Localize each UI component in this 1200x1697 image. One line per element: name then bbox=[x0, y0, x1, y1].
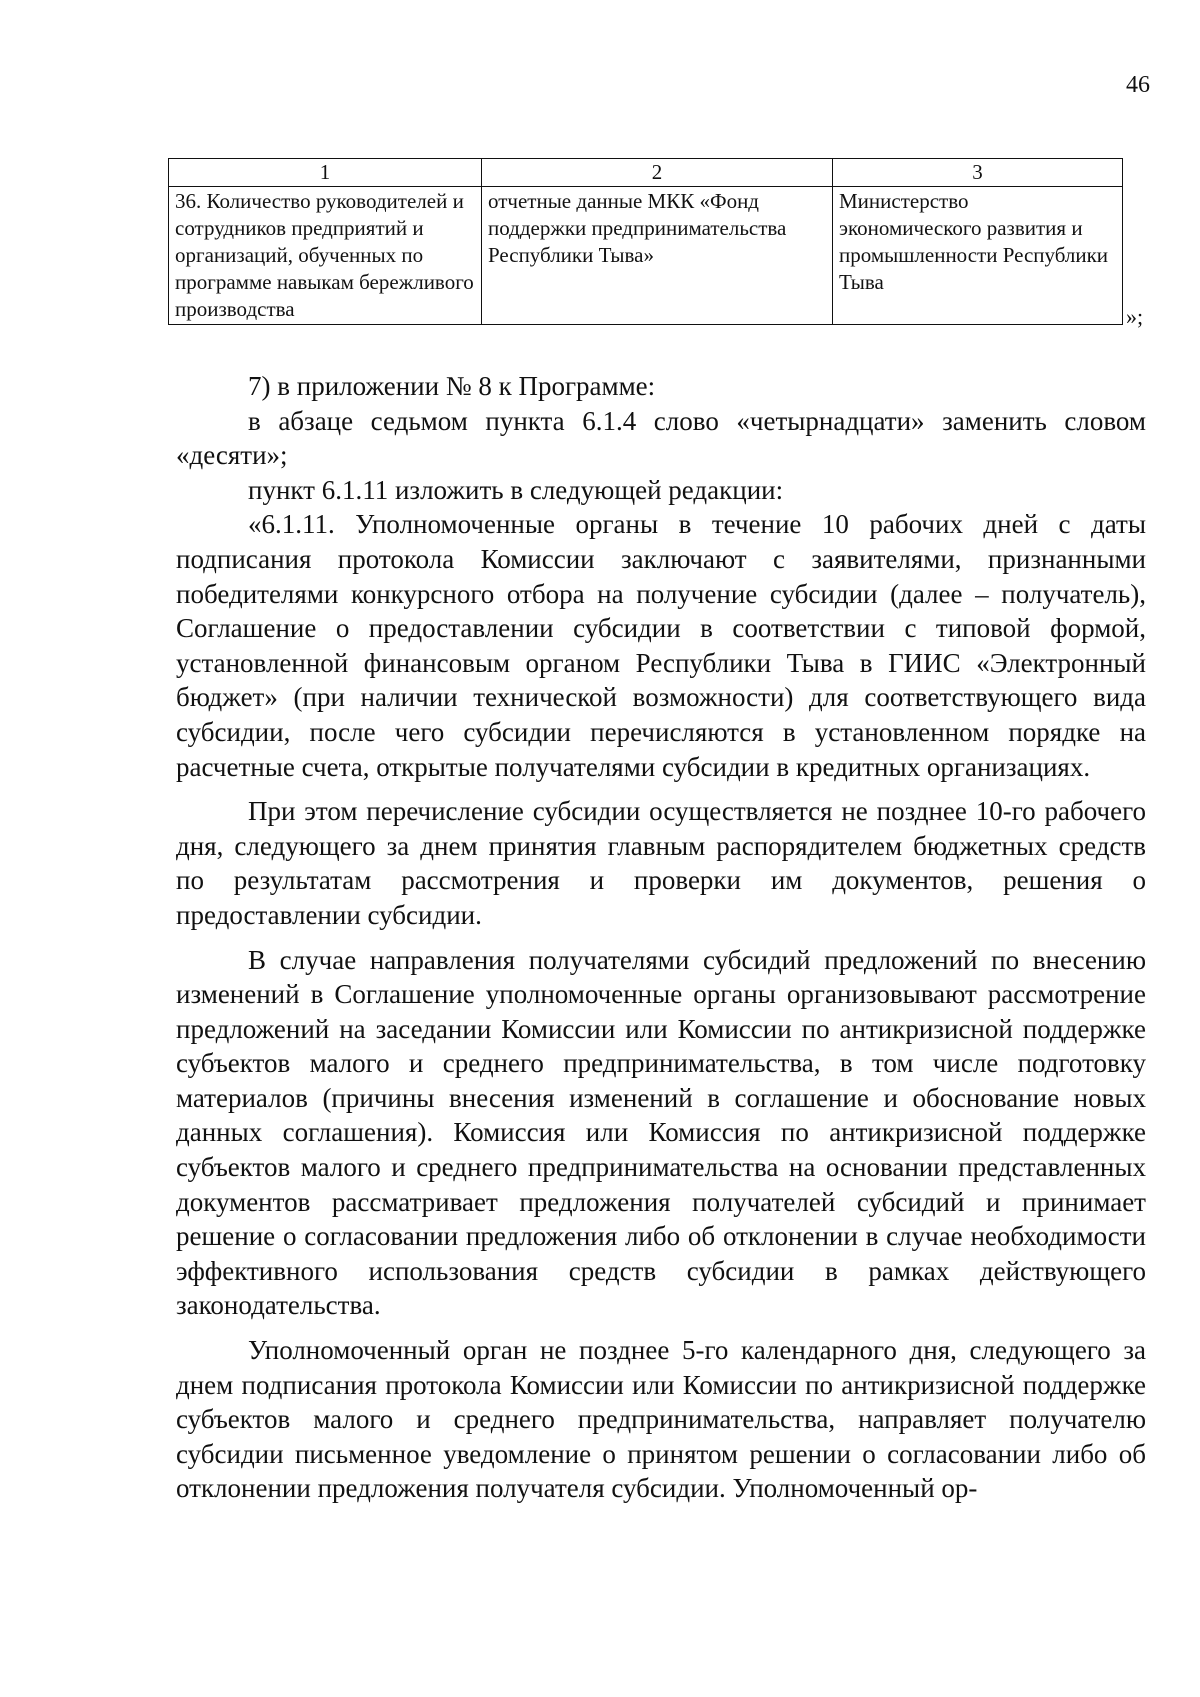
paragraph: 7) в приложении № 8 к Программе: bbox=[248, 371, 656, 401]
paragraph: Уполномоченный орган не позднее 5-го календарного дня, следующего за днем подписания протокола Комиссии или Комиссии по антикризисной поддержке субъектов малого и среднего предпринимательства, направляет получателю субсидии письменное уведомление о принятом решении о согласовании либо об отклонении предложения получателя субсидии. Уполномоченный ор- bbox=[176, 1335, 1146, 1504]
paragraph: «6.1.11. Уполномоченные органы в течение 10 рабочих дней с даты подписания протокола Комиссии заключают с заявителями, признанными победителями конкурсного отбора на получение субсидии (далее – получатель), Соглашение о предоставлении субсидии в соответствии с типовой формой, установленной финансовым органом Республики Тыва в ГИИС «Электронный бюджет» (при наличии технической возможности) для соответствующего вида субсидии, после чего субсидии перечисляются в установленном порядке на расчетные счета, открытые получателями субсидии в кредитных организациях. bbox=[176, 509, 1146, 782]
table-header-cell: 2 bbox=[482, 159, 833, 187]
paragraph: При этом перечисление субсидии осуществляется не позднее 10-го рабочего дня, следующего за днем принятия главным распорядителем бюджетных средств по результатам рассмотрения и проверки им документов, решения о предоставлении субсидии. bbox=[176, 796, 1146, 930]
appendix-table-container bbox=[168, 158, 1122, 325]
paragraph: в абзаце седьмом пункта 6.1.4 слово «четырнадцати» заменить словом «десяти»; bbox=[176, 405, 1146, 471]
paragraph: пункт 6.1.11 изложить в следующей редакции: bbox=[248, 474, 784, 505]
table-header-row bbox=[169, 159, 1123, 187]
table-header-cell: 3 bbox=[833, 159, 1123, 187]
table-row bbox=[169, 187, 1123, 325]
table-cell-source: отчетные данные МКК «Фонд поддержки предпринимательства Республики Тыва» bbox=[482, 187, 833, 325]
table-closing-quote: »; bbox=[1126, 304, 1144, 329]
page-number: 46 bbox=[1126, 72, 1150, 98]
table-cell-indicator: 36. Количество руководителей и сотрудников предприятий и организаций, обученных по программе навыкам бережливого производства bbox=[169, 187, 482, 325]
table-header-cell: 1 bbox=[169, 159, 482, 187]
document-body bbox=[176, 369, 1146, 1506]
appendix-table bbox=[168, 158, 1123, 325]
table-cell-responsible: Министерство экономического развития и промышленности Республики Тыва bbox=[833, 187, 1123, 325]
paragraph: В случае направления получателями субсидий предложений по внесению изменений в Соглашение уполномоченные органы организовывают рассмотрение предложений на заседании Комиссии или Комиссии по антикризисной поддержке субъектов малого и среднего предпринимательства, в том числе подготовку материалов (причины внесения изменений в соглашение и обоснование новых данных соглашения). Комиссия или Комиссия по антикризисной поддержке субъектов малого и среднего предпринимательства на основании представленных документов рассматривает предложения получателей субсидий и принимает решение о согласовании предложения либо об отклонении в случае необходимости эффективного использования средств субсидии в рамках действующего законодательства. bbox=[176, 944, 1146, 1321]
